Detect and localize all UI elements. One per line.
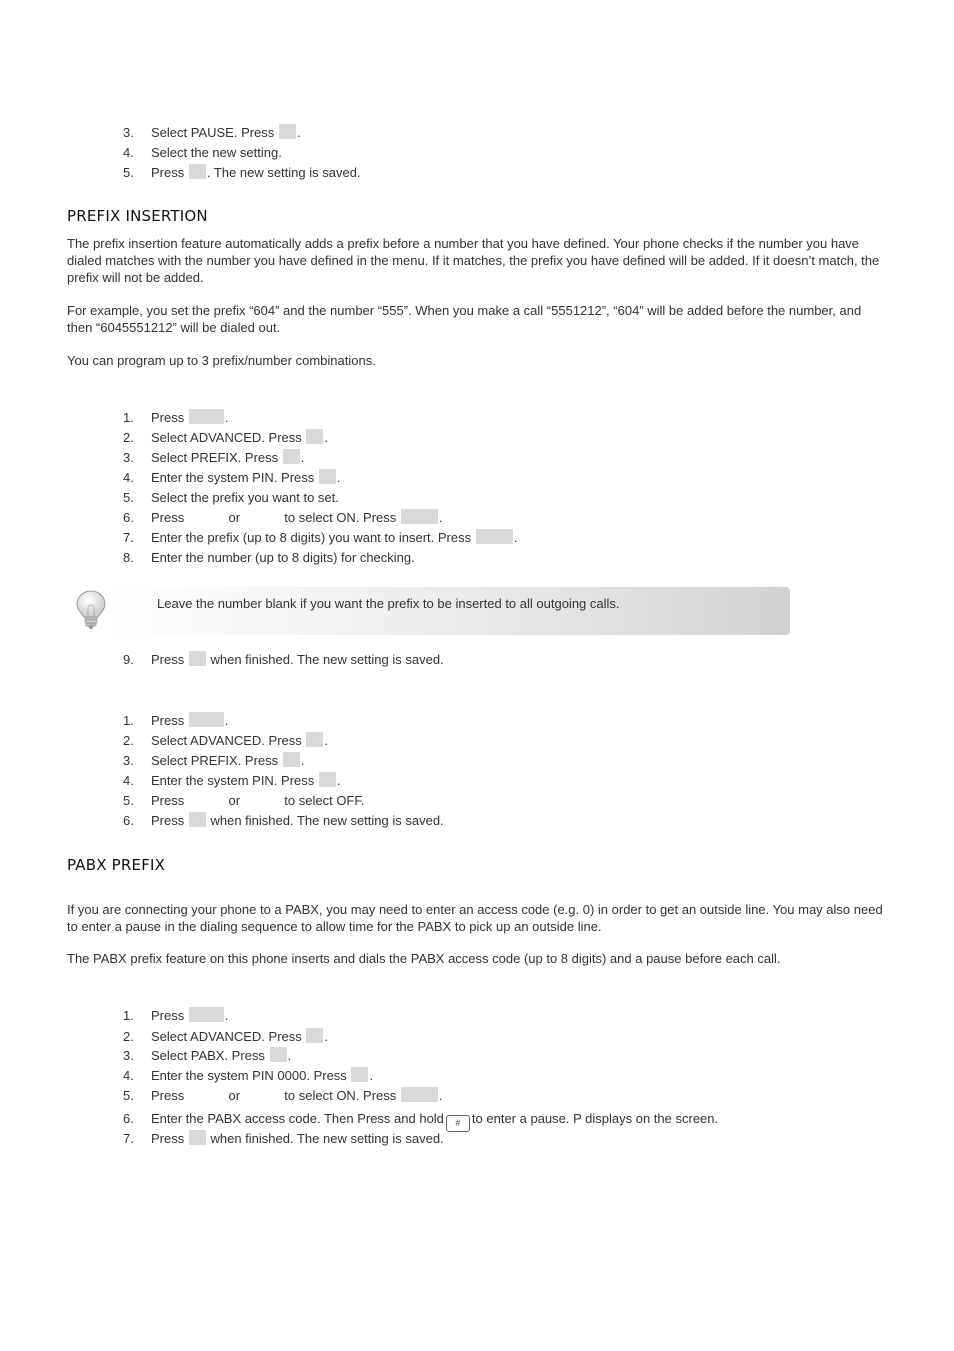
paragraph: If you are connecting your phone to a PABX, you may need to enter an access code (e.g. 0) in order to get an outside line. You may also need to enter a pause in the dialing sequence to allow time for the PABX to pick up an outside line. [67, 902, 883, 934]
paragraph: You can program up to 3 prefix/number combinations. [67, 353, 376, 368]
key-placeholder [401, 1087, 438, 1102]
lightbulb-icon [74, 588, 108, 630]
key-placeholder [283, 449, 300, 464]
section-heading: PABX PREFIX [67, 856, 166, 874]
key-placeholder [189, 651, 206, 666]
note-text: Leave the number blank if you want the prefix to be inserted to all outgoing calls. [157, 596, 620, 611]
key-placeholder [189, 409, 224, 424]
key-placeholder [189, 812, 206, 827]
key-placeholder [283, 752, 300, 767]
key-placeholder [279, 124, 296, 139]
section-heading: PREFIX INSERTION [67, 207, 208, 225]
paragraph: For example, you set the prefix “604” and the number “555”. When you make a call “5551212”, “604” will be added before the number, and then “6045551212” will be dialed out. [67, 303, 862, 335]
key-placeholder [189, 1007, 224, 1022]
hash-key-icon: # [446, 1115, 470, 1132]
paragraph: The PABX prefix feature on this phone inserts and dials the PABX access code (up to 8 digits) and a pause before each call. [67, 951, 781, 966]
key-placeholder [189, 164, 206, 179]
key-placeholder [401, 509, 438, 524]
key-placeholder [351, 1067, 368, 1082]
key-placeholder [476, 529, 513, 544]
key-placeholder [306, 429, 323, 444]
paragraph: The prefix insertion feature automatically adds a prefix before a number that you have defined. Your phone checks if the number you have dialed matches with the number you have defined in the menu. If it matches, the prefix you have defined will be added. If it doesn’t match, the prefix will not be added. [67, 236, 880, 285]
key-placeholder [189, 1130, 206, 1145]
key-placeholder [319, 469, 336, 484]
key-placeholder [270, 1047, 287, 1062]
key-placeholder [306, 732, 323, 747]
key-placeholder [319, 772, 336, 787]
key-placeholder [306, 1028, 323, 1043]
key-placeholder [189, 712, 224, 727]
